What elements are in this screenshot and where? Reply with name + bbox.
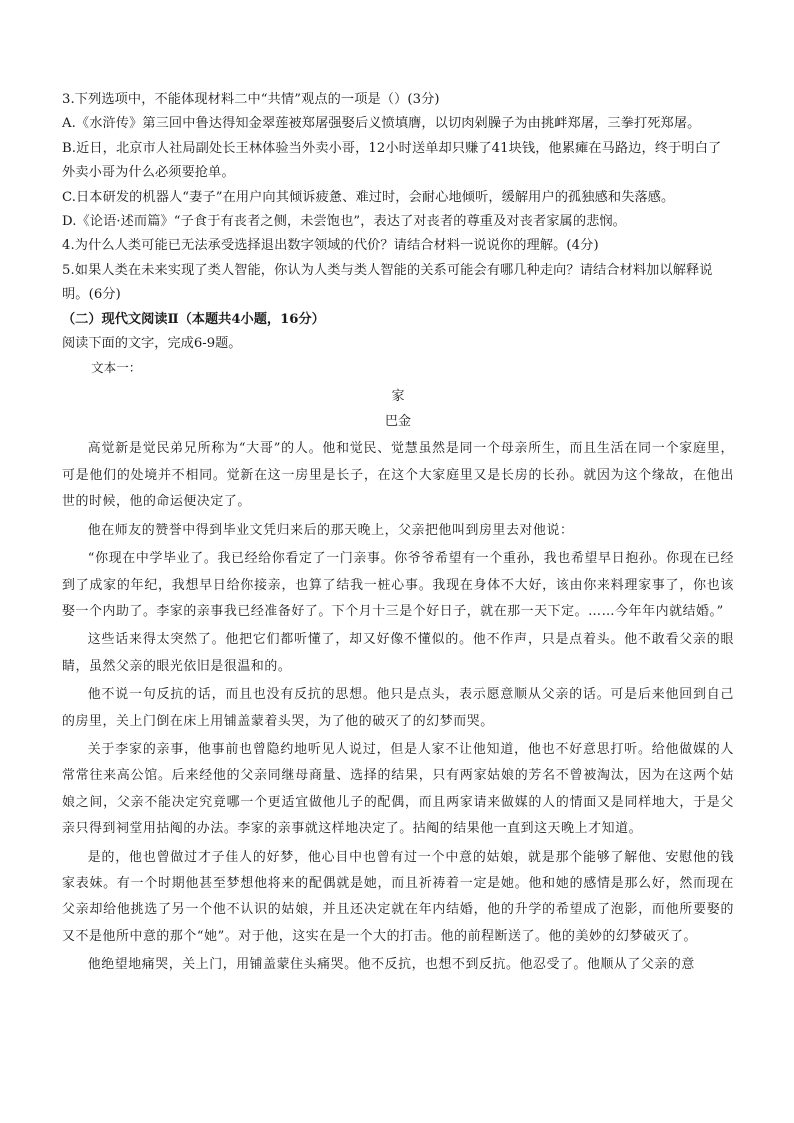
option-a: A.《水浒传》第三回中鲁达得知金翠莲被郑屠强娶后义愤填膺，以切肉剁臊子为由挑衅郑屠，三拳打死郑屠。: [62, 116, 701, 132]
question-3: 3.下列选项中，不能体现材料二中“共情”观点的一项是（）(3分): [62, 92, 440, 107]
paragraph: 高觉新是觉民弟兄所称为“大哥”的人。他和觉民、觉慧虽然是同一个母亲所生，而且生活在同一个家庭里，可是他们的处境并不相同。觉新在这一房里是长子，在这个大家庭里又是长房的长孙。就因为这个缘故，在他出世的时候，他的命运便决定了。: [62, 441, 734, 510]
question-block: [62, 88, 734, 308]
article-author: 巴金: [384, 414, 411, 430]
option-b: B.近日，北京市人社局副处长王林体验当外卖小哥，12小时送单却只赚了41块钱，他累瘫在马路边，终于明白了外卖小哥为什么必须要抢单。: [62, 140, 722, 181]
question-4: 4.为什么人类可能已无法承受选择退出数字领域的代价？请结合材料一说说你的理解。(4分): [62, 238, 599, 254]
paragraph: 他不说一句反抗的话，而且也没有反抗的思想。他只是点头，表示愿意顺从父亲的话。可是后来他回到自己的房里，关上门倒在床上用铺盖蒙着头哭，为了他的破灭了的幻梦而哭。: [62, 687, 734, 729]
question-5: 5.如果人类在未来实现了类人智能，你认为人类与类人智能的关系可能会有哪几种走向？请结合材料加以解释说明。(6分): [62, 262, 713, 303]
option-d: D.《论语·述而篇》“子食于有丧者之侧，未尝饱也”，表达了对丧者的尊重及对丧者家属的悲悯。: [62, 214, 626, 230]
paragraph: 他在师友的赞誉中得到毕业文凭归来后的那天晚上，父亲把他叫到房里去对他说：: [87, 522, 574, 538]
paragraph: 是的，他也曾做过才子佳人的好梦，他心目中也曾有过一个中意的姑娘，就是那个能够了解他、安慰他的钱家表妹。有一个时期他甚至梦想他将来的配偶就是她，而且祈祷着一定是她。他和她的感情是那么好，然而现在父亲却给他挑选了另一个他不认识的姑娘，并且还决定就在年内结婚，他的升学的希望成了泡影，而他所要娶的又不是他所中意的那个“她”。对于他，这实在是一个大的打击。他的前程断送了。他的美妙的幻梦破灭了。: [62, 849, 734, 944]
article-body: [62, 436, 734, 978]
paragraph: “你现在中学毕业了。我已经给你看定了一门亲事。你爷爷希望有一个重孙，我也希望早日抱孙。你现在已经到了成家的年纪，我想早日给你接亲，也算了结我一桩心事。我现在身体不大好，该由你来料理家事了，你也该娶一个内助了。李家的亲事我已经准备好了。下个月十三是个好日子，就在那一天下定。……今年年内就结婚。”: [62, 551, 734, 619]
option-c: C.日本研发的机器人“妻子”在用户向其倾诉疲惫、难过时，会耐心地倾听，缓解用户的孤独感和失落感。: [62, 189, 675, 205]
article-title: 家: [391, 389, 405, 405]
text-label: 文本一：: [91, 360, 142, 376]
section-instruction: 阅读下面的文字，完成6-9题。: [62, 336, 242, 352]
paragraph: 关于李家的亲事，他事前也曾隐约地听见人说过，但是人家不让他知道，他也不好意思打听。给他做媒的人常常往来高公馆。后来经他的父亲同继母商量、选择的结果，只有两家姑娘的芳名不曾被淘汰，因为在这两个姑娘之间，父亲不能决定究竟哪一个更适宜做他儿子的配偶，而且两家请来做媒的人的情面又是同样地大，于是父亲只得到祠堂用拈阄的办法。李家的亲事就这样地决定了。拈阄的结果他一直到这天晚上才知道。: [62, 741, 734, 837]
section-heading: （二）现代文阅读Ⅱ（本题共4小题，16分）: [62, 311, 325, 327]
paragraph: 他绝望地痛哭，关上门，用铺盖蒙住头痛哭。他不反抗，也想不到反抗。他忍受了。他顺从了父亲的意: [87, 957, 695, 973]
paragraph: 这些话来得太突然了。他把它们都听懂了，却又好像不懂似的。他不作声，只是点着头。他不敢看父亲的眼睛，虽然父亲的眼光依旧是很温和的。: [62, 632, 734, 674]
exam-page: [62, 88, 734, 979]
